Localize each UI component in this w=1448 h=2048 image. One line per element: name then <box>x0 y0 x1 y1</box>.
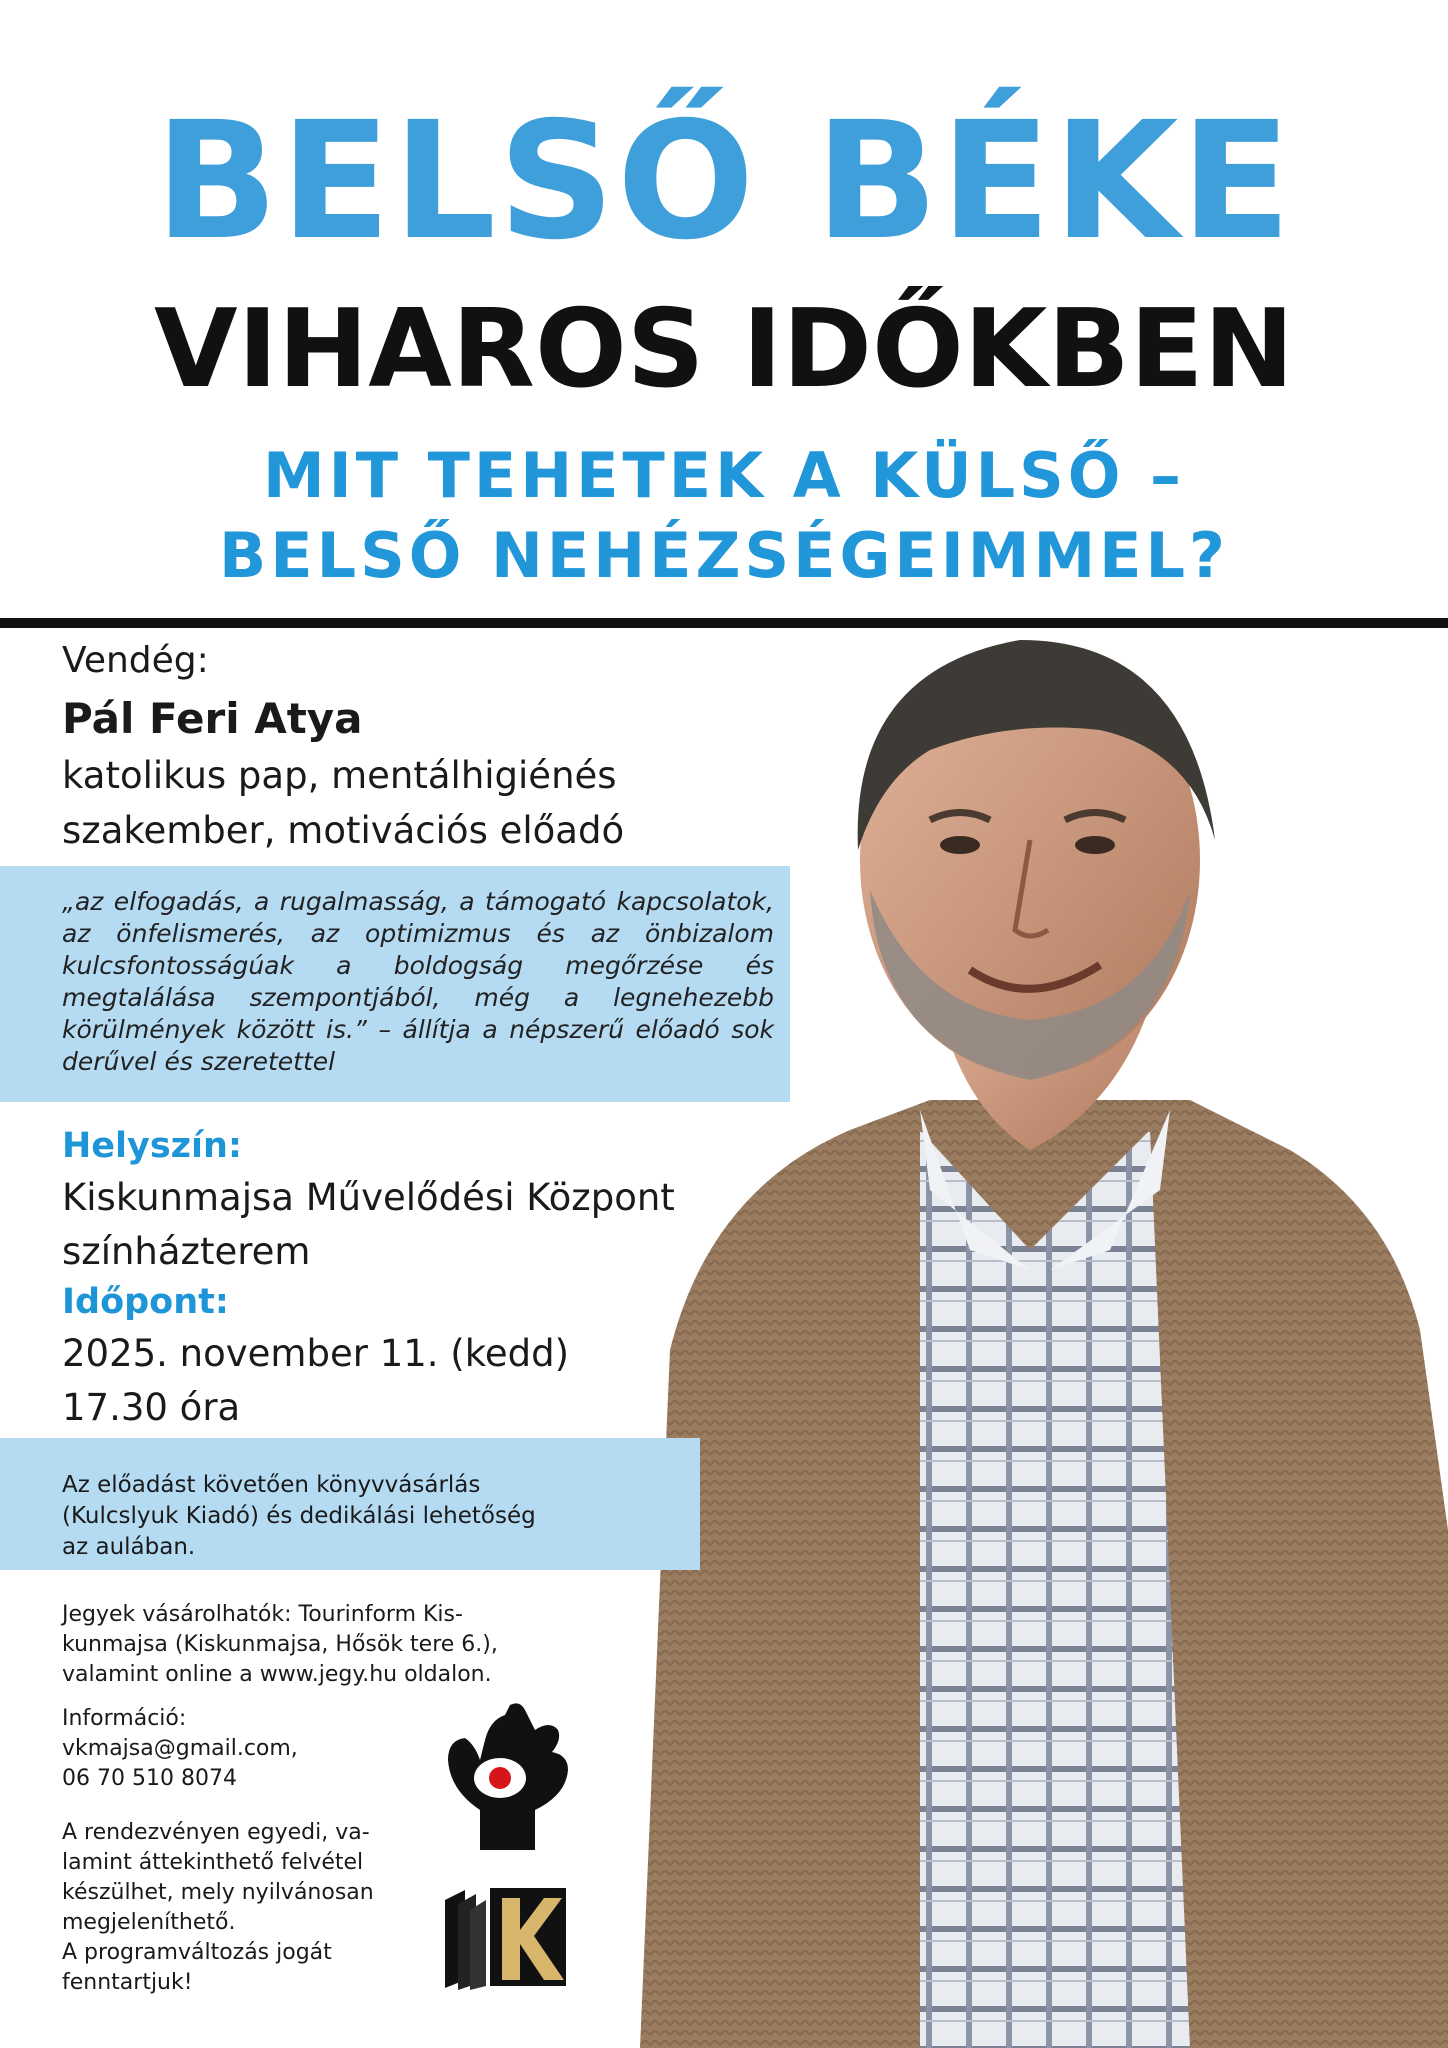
contact-email: vkmajsa@gmail.com, <box>62 1736 298 1761</box>
guest-description <box>62 748 762 858</box>
disclaimer-line-2: lamint áttekinthető felvétel <box>62 1850 364 1875</box>
tickets-info <box>62 1600 582 1690</box>
time-label: Időpont: <box>62 1282 229 1322</box>
disclaimer-line-6: fenntartjuk! <box>62 1970 193 1995</box>
tickets-line-3: valamint online a www.jegy.hu oldalon. <box>62 1662 492 1687</box>
venue-label: Helyszín: <box>62 1126 242 1166</box>
disclaimer-line-1: A rendezvényen egyedi, va- <box>62 1820 370 1845</box>
book-note-line-1: Az előadást követően könyvvásárlás <box>62 1472 481 1498</box>
disclaimer-line-5: A programváltozás jogát <box>62 1940 332 1965</box>
book-note-line-3: az aulában. <box>62 1534 196 1560</box>
disclaimer <box>62 1818 402 1998</box>
subtitle-line-2: BELSŐ NEHÉZSÉGEIMMEL? <box>218 519 1230 592</box>
book-note <box>62 1470 662 1563</box>
tickets-line-1: Jegyek vásárolhatók: Tourinform Kis- <box>62 1602 463 1627</box>
guest-label: Vendég: <box>62 640 209 681</box>
kulcslyuk-publisher-logo-icon <box>440 1880 575 1990</box>
disclaimer-line-3: készülhet, mely nyilvánosan <box>62 1880 374 1905</box>
title-main: BELSŐ BÉKE <box>154 88 1294 276</box>
guest-description-line-1: katolikus pap, mentálhigiénés <box>62 754 617 797</box>
time-date: 2025. november 11. (kedd) <box>62 1332 570 1375</box>
divider <box>0 618 1448 628</box>
quote-text: „az elfogadás, a rugalmasság, a támogató kapcsolatok, az önfelismerés, az optimizmus és az önbizalom kulcsfontosságúak a boldogság megőrzése és megtalálása szempontjából, még a legnehezebb körülmények között is.” – állítja a népszerű előadó sok derűvel és szeretettel <box>62 887 774 1076</box>
contact-info <box>62 1704 382 1794</box>
info-label: Információ: <box>62 1706 187 1731</box>
disclaimer-line-4: megjeleníthető. <box>62 1910 236 1935</box>
venue-line-2: színházterem <box>62 1230 311 1273</box>
title-secondary: VIHAROS IDŐKBEN <box>154 287 1294 412</box>
book-note-line-2: (Kulcslyuk Kiadó) és dedikálási lehetőség <box>62 1503 536 1529</box>
guest-name: Pál Feri Atya <box>62 694 363 743</box>
guest-description-line-2: szakember, motivációs előadó <box>62 809 625 852</box>
venue-line-1: Kiskunmajsa Művelődési Központ <box>62 1176 675 1219</box>
time-hour: 17.30 óra <box>62 1386 241 1429</box>
tickets-line-2: kunmajsa (Kiskunmajsa, Hősök tere 6.), <box>62 1632 498 1657</box>
subtitle-line-1: MIT TEHETEK A KÜLSŐ – <box>262 439 1186 512</box>
hand-eye-logo-icon <box>440 1700 575 1850</box>
contact-phone: 06 70 510 8074 <box>62 1766 237 1791</box>
